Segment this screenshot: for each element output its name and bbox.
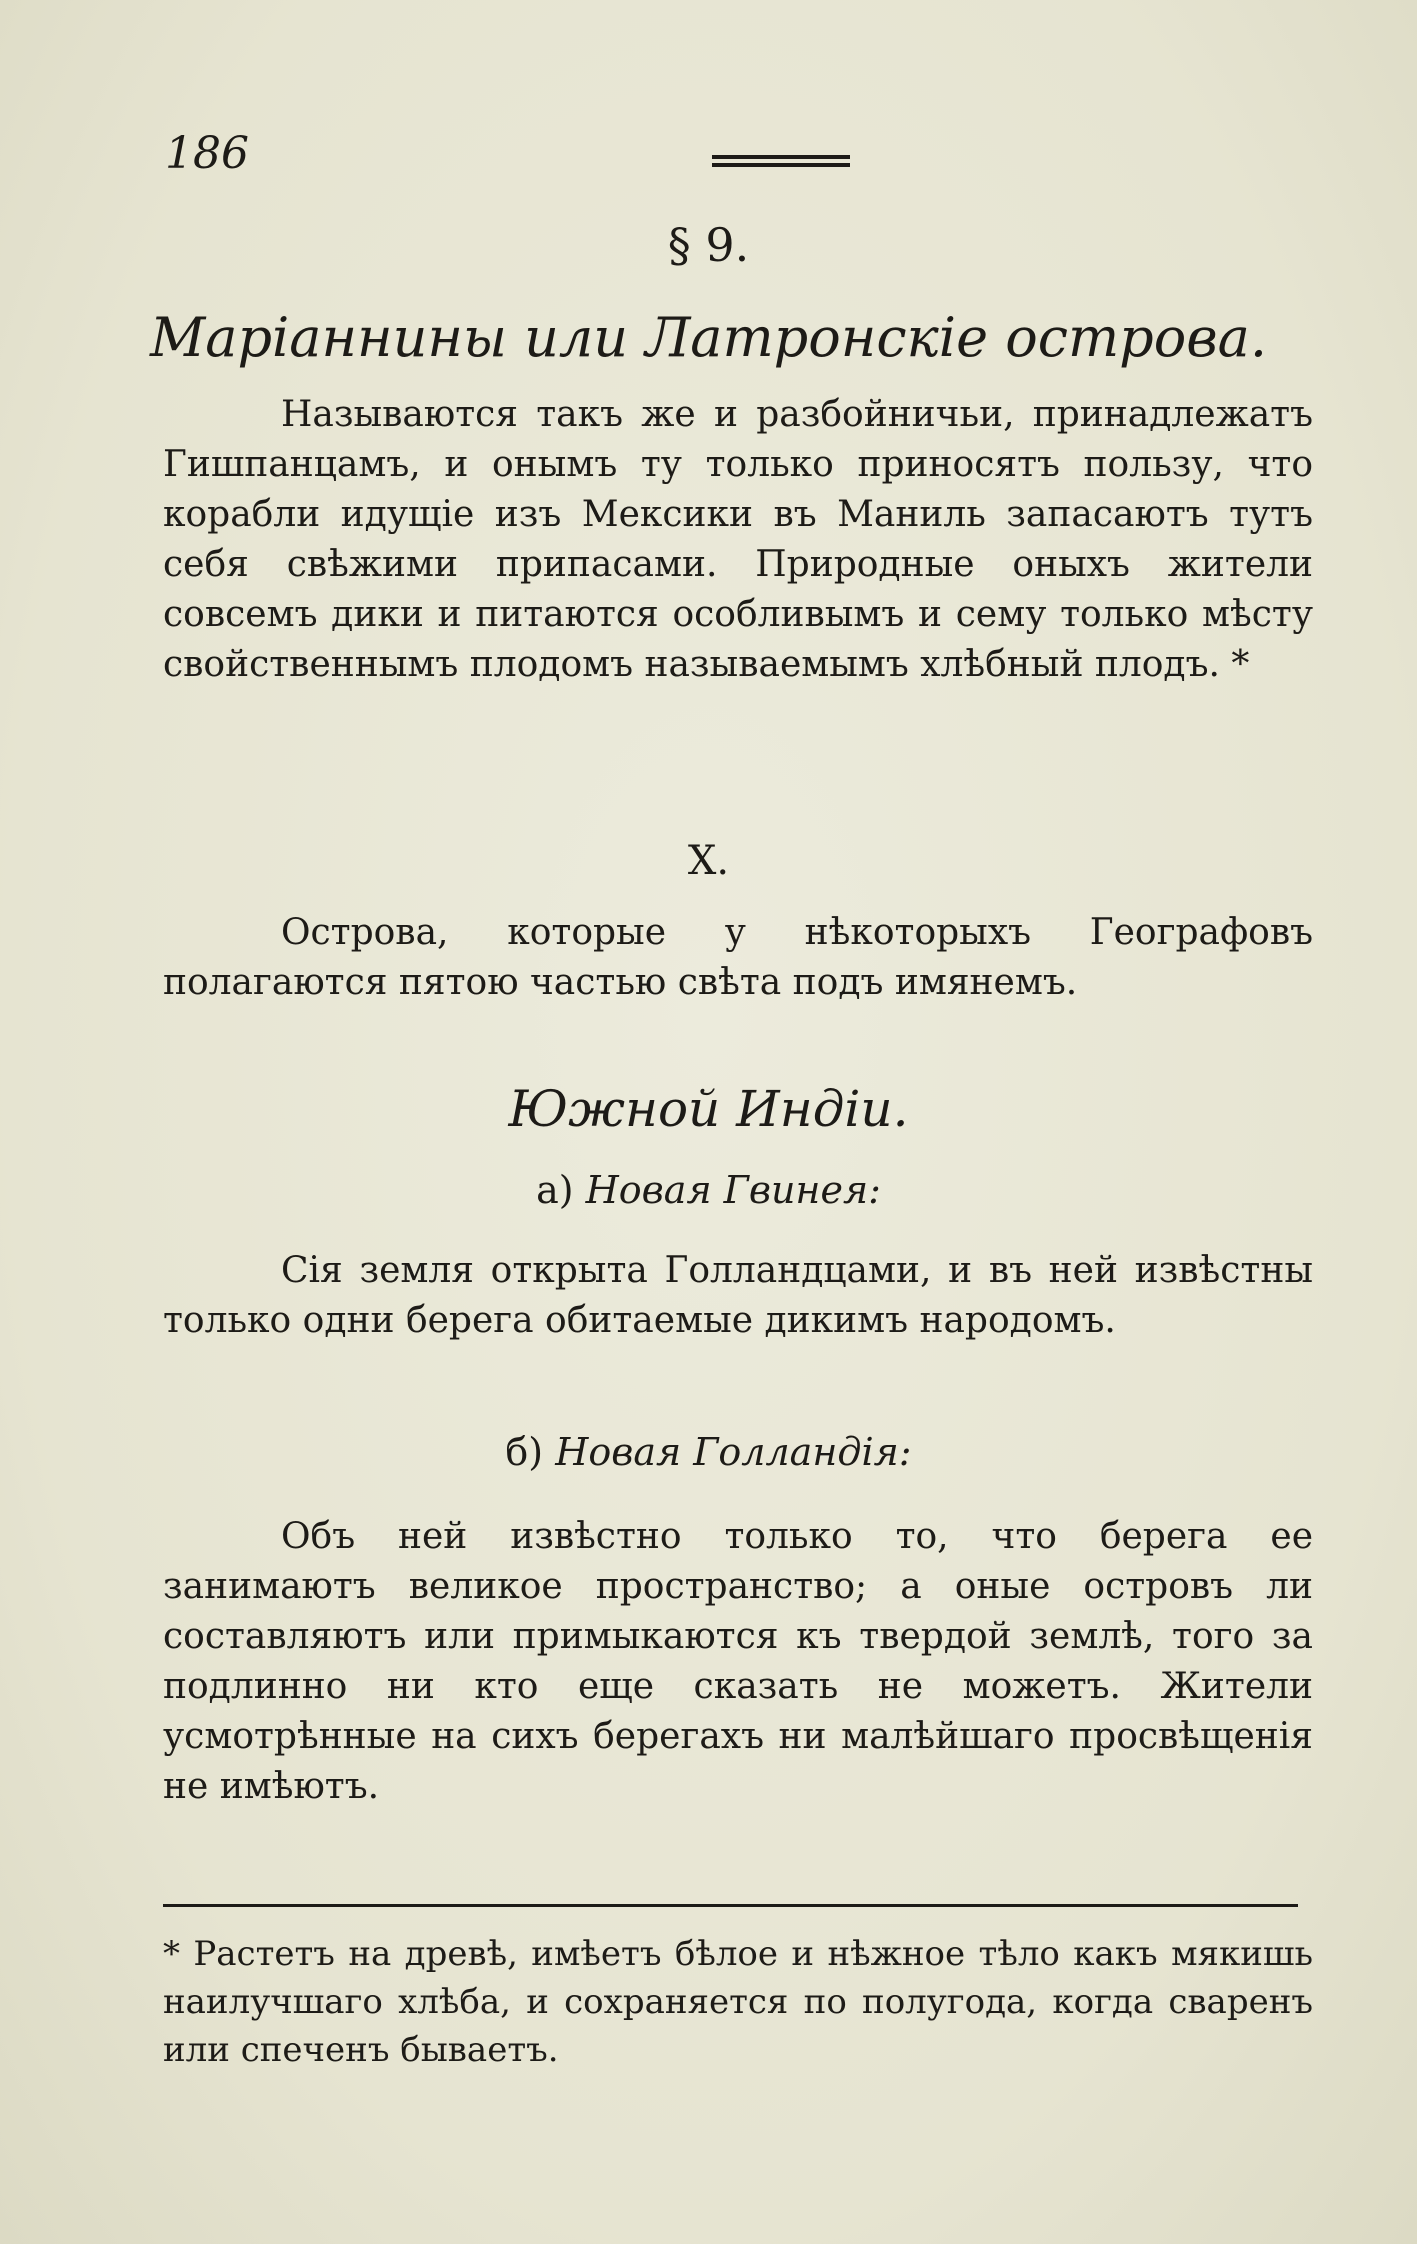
- footnote: [163, 1930, 1313, 2074]
- paragraph-4: [163, 1512, 1313, 1812]
- paragraph-3: [163, 1246, 1313, 1346]
- item-a-heading: [0, 1168, 1417, 1212]
- item-b-heading: [0, 1430, 1417, 1474]
- item-b-name: Новая Голландія:: [555, 1430, 912, 1474]
- paragraph-4-text: Объ ней извѣстно только то, что берега ее занимаютъ великое пространство; а оные островъ ли составляютъ или примыкаются къ твердой землѣ, того за подлинно ни кто еще сказать не можетъ. Жители усмотрѣнные на сихъ берегахъ ни малѣйшаго просвѣщенія не имѣютъ.: [163, 1516, 1313, 1807]
- page-number: 186: [165, 128, 249, 179]
- roman-numeral-heading: X.: [687, 838, 730, 884]
- header-rule: [712, 155, 850, 175]
- item-a-label: а): [536, 1168, 574, 1212]
- section-heading: § 9.: [667, 218, 750, 272]
- paragraph-1: [163, 390, 1313, 690]
- paragraph-2-text: Острова, которые у нѣкоторыхъ Географовъ полагаются пятою частью свѣта подъ имянемъ.: [163, 912, 1313, 1003]
- paragraph-1-text: Называются такъ же и разбойничьи, принадлежатъ Гишпанцамъ, и онымъ ту только приносятъ пользу, что корабли идущіе изъ Мексики въ Маниль запасаютъ тутъ себя свѣжими припасами. Природные оныхъ жители совсемъ дики и питаются особливымъ и сему только мѣсту свойственнымъ плодомъ называемымъ хлѣбный плодъ. *: [163, 394, 1313, 685]
- item-b-label: б): [505, 1430, 544, 1474]
- footnote-rule: [163, 1904, 1298, 1907]
- paragraph-2: [163, 908, 1313, 1008]
- item-a-name: Новая Гвинея:: [585, 1168, 881, 1212]
- footnote-text: * Растетъ на древѣ, имѣетъ бѣлое и нѣжное тѣло какъ мякишь наилучшаго хлѣба, и сохраняется по полугода, когда свaренъ или спеченъ бываетъ.: [163, 1934, 1313, 2070]
- subtitle: Южной Индіи.: [508, 1080, 909, 1138]
- paragraph-3-text: Сія земля открыта Голландцами, и въ ней извѣстны только одни берега обитаемые дикимъ народомъ.: [163, 1250, 1313, 1341]
- chapter-title: Маріаннины или Латронскіе острова.: [149, 306, 1268, 369]
